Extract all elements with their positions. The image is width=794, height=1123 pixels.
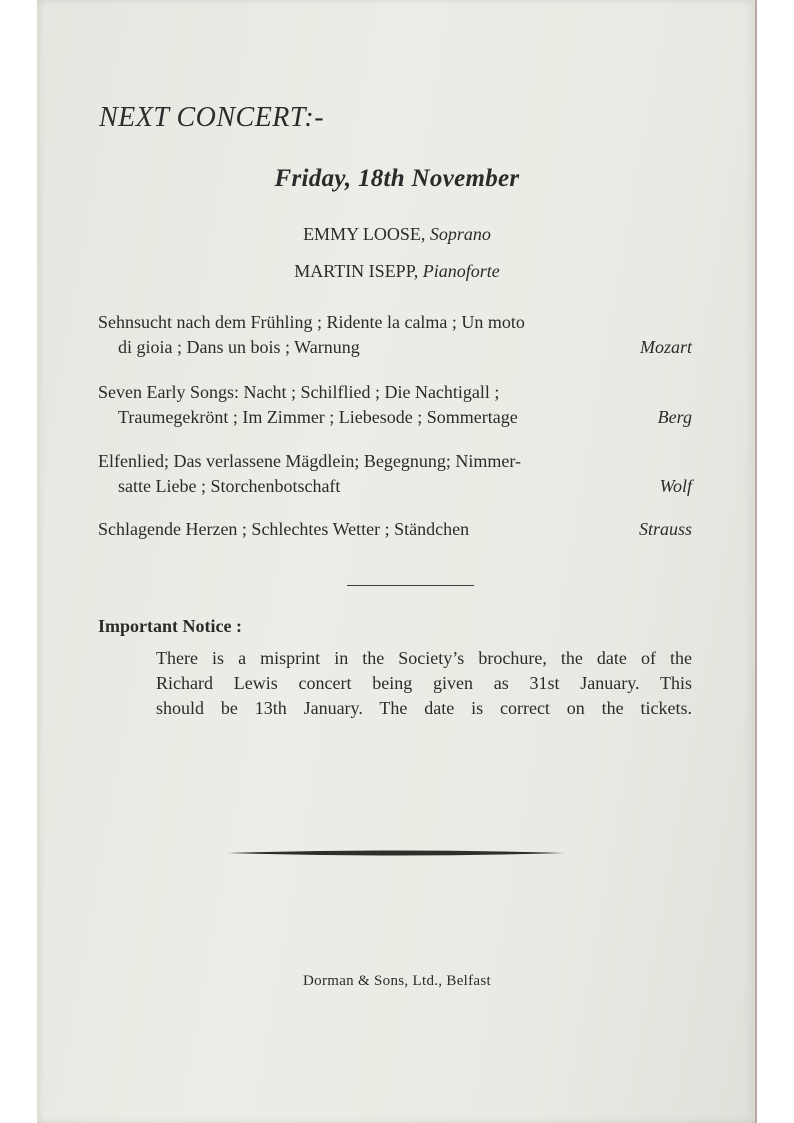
concert-date: Friday, 18th November xyxy=(274,165,520,192)
programme-line: Traumegekrönt ; Im Zimmer ; Liebesode ; Sommertage xyxy=(118,407,518,427)
programme-line: Sehnsucht nach dem Frühling ; Ridente la calma ; Un moto xyxy=(98,312,525,332)
performer-pianist xyxy=(37,261,757,282)
notice-line: should be 13th January. The date is correct on the tickets. xyxy=(156,698,692,718)
next-concert-heading: NEXT CONCERT:- xyxy=(99,102,325,133)
programme-line: satte Liebe ; Storchenbotschaft xyxy=(118,476,341,496)
programme-line: Seven Early Songs: Nacht ; Schilflied ; Die Nachtigall ; xyxy=(98,382,500,402)
programme-line: Schlagende Herzen ; Schlechtes Wetter ; Ständchen xyxy=(98,519,470,539)
programme-line: Elfenlied; Das verlassene Mägdlein; Begegnung; Nimmer- xyxy=(98,451,522,471)
section-divider xyxy=(347,585,474,586)
programme-item-berg xyxy=(98,380,692,430)
notice-line: There is a misprint in the Society’s brochure, the date of the xyxy=(156,648,692,668)
programme-page xyxy=(37,0,757,1123)
programme-line: di gioia ; Dans un bois ; Warnung xyxy=(118,337,360,357)
programme-item-strauss xyxy=(98,517,692,542)
composer-name: Berg xyxy=(657,407,692,427)
notice-line: Richard Lewis concert being given as 31st January. This xyxy=(156,673,692,693)
performer-role: Pianoforte xyxy=(422,261,500,281)
performer-name: EMMY LOOSE, xyxy=(303,224,426,244)
ornamental-rule xyxy=(227,849,565,857)
composer-name: Wolf xyxy=(659,476,692,496)
programme-item-wolf xyxy=(98,449,692,499)
programme-item-mozart xyxy=(98,310,692,360)
printer-imprint: Dorman & Sons, Ltd., Belfast xyxy=(303,973,491,989)
notice-body xyxy=(156,646,692,721)
notice-heading: Important Notice : xyxy=(98,616,242,636)
composer-name: Strauss xyxy=(638,519,692,539)
performer-name: MARTIN ISEPP, xyxy=(294,261,419,281)
composer-name: Mozart xyxy=(639,337,692,357)
performer-role: Soprano xyxy=(429,224,491,244)
performer-soprano xyxy=(37,224,757,245)
